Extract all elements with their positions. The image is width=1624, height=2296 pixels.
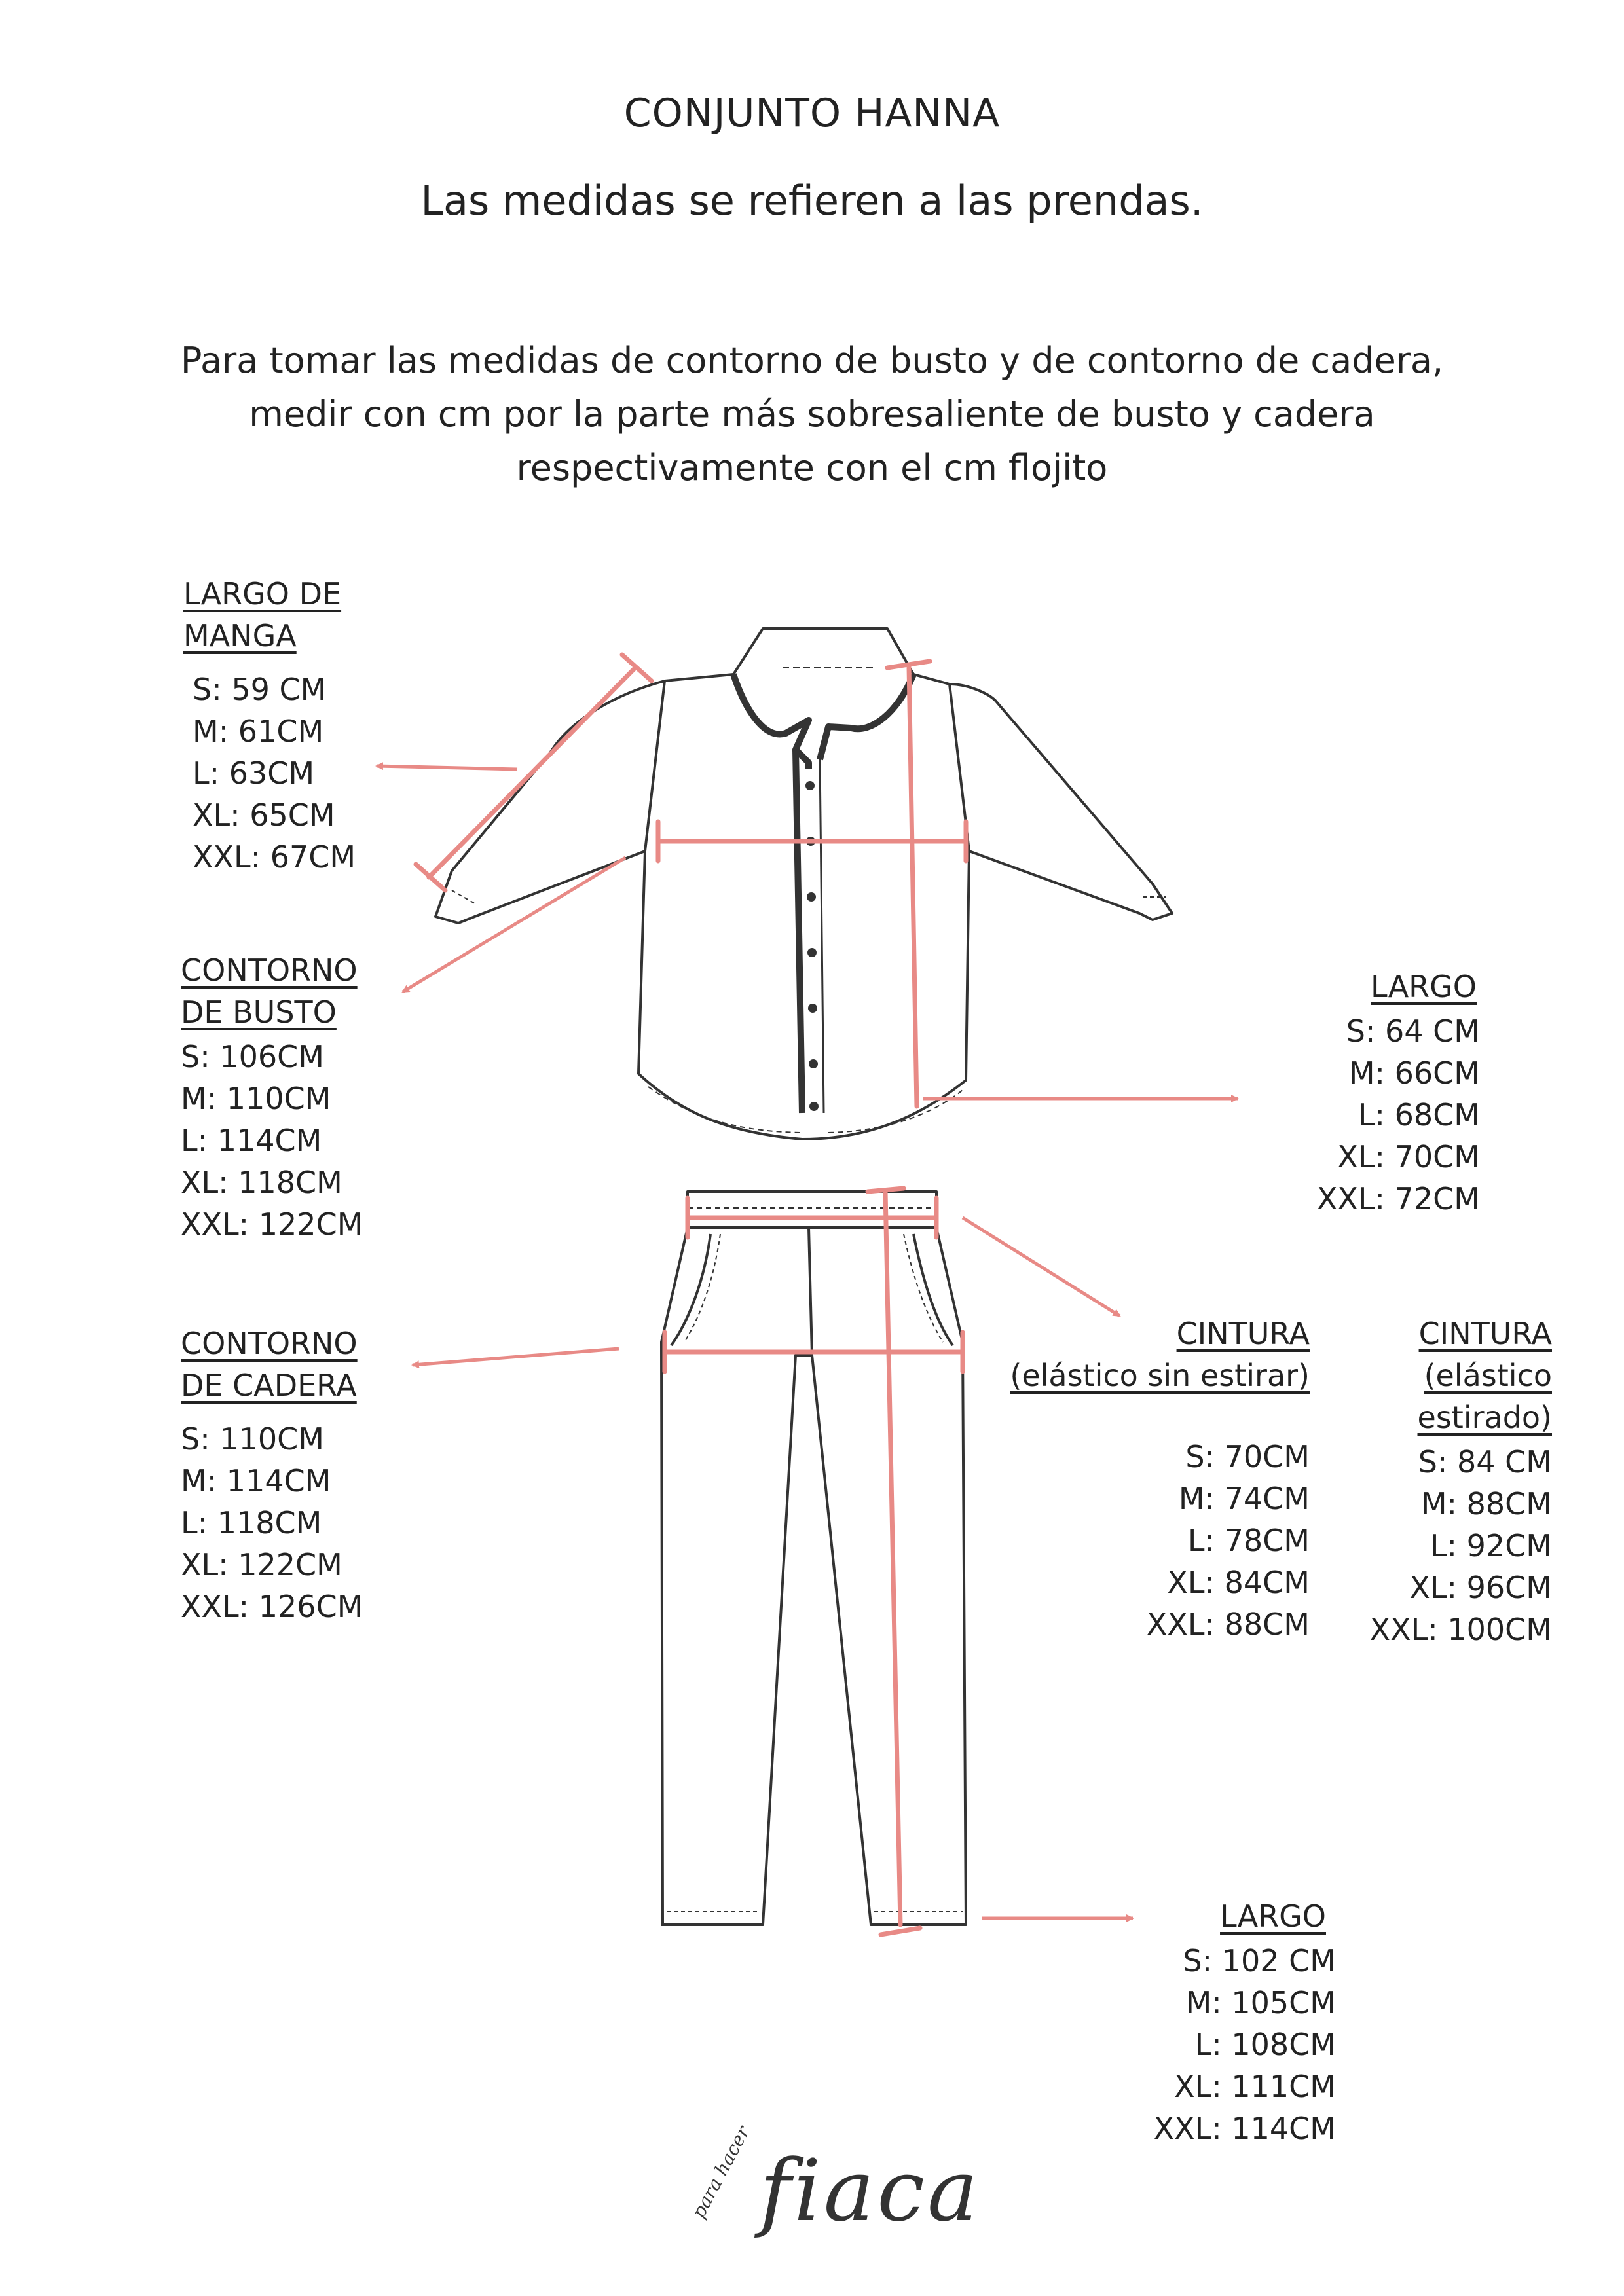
hip-values	[181, 1418, 363, 1628]
size-value: XL: 111CM	[1174, 2069, 1336, 2104]
button	[805, 781, 815, 790]
waist-unstretched-block	[995, 1313, 1310, 1645]
shirt-length-values	[1231, 1010, 1480, 1220]
size-value: S: 106CM	[181, 1039, 324, 1074]
size-value: L: 68CM	[1357, 1097, 1480, 1133]
shirt-right-sleeve	[950, 684, 1172, 920]
shirt-length-line	[887, 661, 930, 1106]
sleeve-arrow	[377, 766, 517, 769]
measuring-instructions: Para tomar las medidas de contorno de busto y de contorno de cadera, medir con cm por la parte más sobresaliente de busto y cadera respectivamente con el cm flojito	[180, 340, 1444, 488]
waist-stretched-values	[1329, 1441, 1552, 1650]
pants-left-pocket	[671, 1234, 710, 1345]
size-value: M: 114CM	[181, 1463, 331, 1499]
hip-arrow	[413, 1349, 619, 1365]
size-value: S: 59 CM	[193, 672, 327, 707]
size-value: M: 105CM	[1185, 1985, 1336, 2020]
pants-length-heading: LARGO	[1220, 1899, 1326, 1934]
waist-unstretched-values	[995, 1436, 1310, 1645]
size-value: XXL: 114CM	[1153, 2111, 1336, 2146]
shirt-drawing	[435, 629, 1172, 1139]
bust-heading: CONTORNO DE BUSTO	[181, 953, 358, 1030]
sleeve-measure-line	[416, 655, 652, 890]
pants-length-line	[868, 1188, 920, 1935]
size-value: S: 102 CM	[1183, 1943, 1336, 1978]
size-value: L: 92CM	[1430, 1528, 1552, 1563]
size-value: S: 84 CM	[1418, 1444, 1552, 1480]
waist-arrow	[963, 1218, 1120, 1316]
sleeve-length-values	[193, 668, 356, 878]
size-value: L: 118CM	[181, 1505, 322, 1540]
shirt-placket	[796, 750, 802, 1113]
size-value: XXL: 100CM	[1369, 1612, 1552, 1647]
waist-measure-line	[688, 1198, 936, 1237]
size-value: XL: 84CM	[1167, 1565, 1310, 1600]
brand-logo-name: fiaca	[760, 2141, 981, 2240]
size-value: L: 108CM	[1194, 2027, 1336, 2062]
size-value: XL: 96CM	[1409, 1570, 1552, 1605]
size-value: S: 70CM	[1185, 1439, 1310, 1474]
size-value: XXL: 72CM	[1316, 1181, 1480, 1216]
hip-heading: CONTORNO DE CADERA	[181, 1326, 358, 1403]
size-value: M: 74CM	[1178, 1481, 1310, 1516]
size-value: M: 61CM	[193, 714, 324, 749]
size-value: XL: 65CM	[193, 797, 335, 833]
pants-outline	[661, 1228, 966, 1925]
pants-fly	[809, 1228, 812, 1355]
size-value: M: 110CM	[181, 1081, 331, 1116]
button	[809, 1102, 819, 1111]
hip-block	[181, 1322, 363, 1628]
size-value: XL: 122CM	[181, 1547, 342, 1582]
shirt-length-block	[1231, 966, 1480, 1220]
bust-block	[181, 949, 363, 1245]
bust-arrow	[403, 858, 625, 992]
pants-drawing	[661, 1192, 966, 1925]
brand-logo-tagline: para hacer	[688, 2123, 754, 2222]
size-value: M: 88CM	[1420, 1486, 1552, 1522]
size-value: S: 64 CM	[1346, 1013, 1480, 1049]
brand-logo	[681, 2123, 981, 2252]
size-value: XL: 118CM	[181, 1165, 342, 1200]
waist-stretched-block	[1329, 1313, 1552, 1650]
size-value: L: 63CM	[193, 756, 315, 791]
sleeve-length-block	[183, 573, 356, 878]
size-value: XXL: 88CM	[1146, 1607, 1310, 1642]
size-value: M: 66CM	[1348, 1055, 1480, 1091]
size-value: XXL: 126CM	[181, 1589, 363, 1624]
page-subtitle: Las medidas se refieren a las prendas.	[420, 177, 1204, 225]
pants-length-block	[1113, 1895, 1336, 2149]
size-value: L: 114CM	[181, 1123, 322, 1158]
shirt-left-sleeve	[435, 681, 665, 923]
pants-length-values	[1113, 1940, 1336, 2149]
page-title: CONJUNTO HANNA	[623, 90, 1001, 136]
shirt-length-heading: LARGO	[1371, 969, 1477, 1004]
bust-values	[181, 1036, 363, 1245]
button	[807, 892, 816, 902]
shirt-buttons	[805, 781, 819, 1111]
size-value: XXL: 122CM	[181, 1207, 363, 1242]
button	[807, 948, 817, 957]
measurement-lines	[416, 655, 966, 1935]
button	[809, 1059, 818, 1068]
size-value: L: 78CM	[1187, 1523, 1310, 1558]
size-value: XXL: 67CM	[193, 839, 356, 875]
waist-unstretched-heading: CINTURA (elástico sin estirar)	[1010, 1316, 1310, 1393]
size-value: S: 110CM	[181, 1421, 324, 1457]
button	[808, 1004, 817, 1013]
sleeve-length-heading: LARGO DE MANGA	[183, 576, 342, 653]
waist-stretched-heading: CINTURA (elástico estirado)	[1417, 1316, 1552, 1435]
pants-waistband	[688, 1192, 936, 1228]
size-value: XL: 70CM	[1337, 1139, 1480, 1175]
bust-measure-line	[658, 822, 966, 861]
